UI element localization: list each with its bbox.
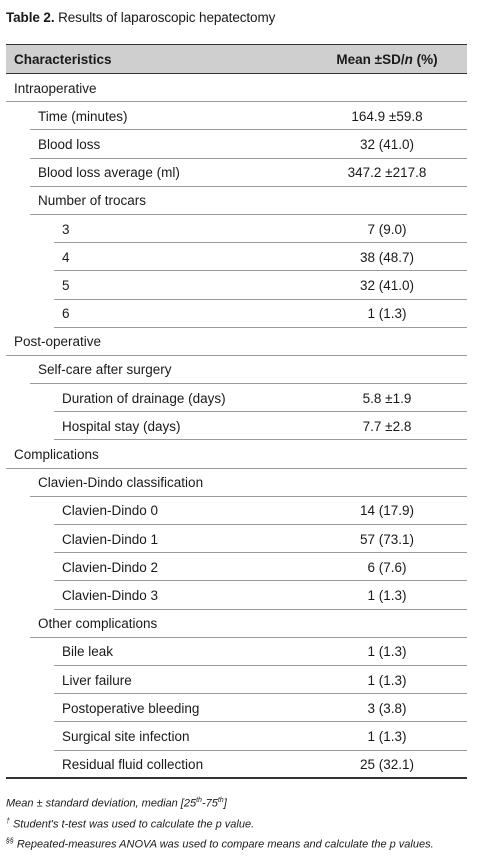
table-row <box>6 610 467 638</box>
row-label: Self-care after surgery <box>38 362 172 378</box>
row-value: 1 (1.3) <box>367 306 407 322</box>
row-label: Surgical site infection <box>62 728 190 744</box>
table-row <box>6 74 467 102</box>
row-label: Clavien-Dindo 1 <box>62 531 159 547</box>
row-label: Bile leak <box>62 644 114 660</box>
row-value: 347.2 ±217.8 <box>347 165 427 181</box>
footnotes <box>6 792 476 854</box>
table-row <box>6 666 467 694</box>
caption-text: Results of laparoscopic hepatectomy <box>58 10 276 25</box>
header-mean-sd <box>307 52 467 67</box>
table-row <box>6 638 467 666</box>
header-characteristics: Characteristics <box>14 51 112 67</box>
table-row <box>6 722 467 750</box>
row-label: Blood loss <box>38 136 101 152</box>
row-value: 14 (17.9) <box>359 503 415 519</box>
header-n: n <box>404 51 413 67</box>
row-value: 7 (9.0) <box>367 221 407 237</box>
row-value: 164.9 ±59.8 <box>351 108 423 124</box>
table-row <box>6 553 467 581</box>
table-row <box>6 243 467 271</box>
table-row <box>6 356 467 384</box>
table-row <box>6 581 467 609</box>
row-label: Duration of drainage (days) <box>62 390 226 406</box>
row-label: Clavien-Dindo 3 <box>62 587 159 603</box>
row-label: Other complications <box>38 616 158 632</box>
header-mean-sd-pre: Mean ±SD/ <box>336 51 405 67</box>
row-label: Hospital stay (days) <box>62 418 181 434</box>
row-value: 1 (1.3) <box>367 644 407 660</box>
table-row <box>6 187 467 215</box>
footnote-anova <box>6 833 476 854</box>
row-label: Clavien-Dindo 2 <box>62 559 159 575</box>
table-row <box>6 300 467 328</box>
footnote-2-mark: † <box>6 817 10 825</box>
table-body <box>6 74 467 779</box>
footnote-mean-sd <box>6 792 476 813</box>
row-value: 6 (7.6) <box>367 559 407 575</box>
row-value: 1 (1.3) <box>367 728 407 744</box>
table-row <box>6 328 467 356</box>
footnote-ttest <box>6 813 476 834</box>
table-row <box>6 412 467 440</box>
row-label: Intraoperative <box>14 80 97 96</box>
row-value: 32 (41.0) <box>359 136 415 152</box>
row-value: 25 (32.1) <box>359 757 415 773</box>
table-row <box>6 751 467 779</box>
row-value: 32 (41.0) <box>359 277 415 293</box>
footnote-1-sup-b: th <box>217 797 224 804</box>
row-label: Liver failure <box>62 672 132 688</box>
row-label: 3 <box>62 221 70 237</box>
row-label: 5 <box>62 277 70 293</box>
row-label: Number of trocars <box>38 193 147 209</box>
row-label: Time (minutes) <box>38 108 128 124</box>
table-header <box>6 44 467 74</box>
row-label: 6 <box>62 306 70 322</box>
footnote-3-mark: §§ <box>6 838 14 846</box>
results-table <box>6 44 467 779</box>
table-row <box>6 384 467 412</box>
row-label: Blood loss average (ml) <box>38 165 180 181</box>
footnote-1-text: Mean ± standard deviation, median [25 <box>6 797 197 810</box>
row-value: 38 (48.7) <box>359 249 415 265</box>
row-value: 57 (73.1) <box>359 531 415 547</box>
header-percent: (%) <box>412 51 438 67</box>
row-label: Clavien-Dindo classification <box>38 475 204 491</box>
table-row <box>6 159 467 187</box>
table-row <box>6 469 467 497</box>
table-row <box>6 271 467 299</box>
table-row <box>6 440 467 468</box>
footnote-3-text: Repeated-measures ANOVA was used to compare means and calculate the p values. <box>13 838 434 851</box>
table-row <box>6 694 467 722</box>
row-value: 1 (1.3) <box>367 587 407 603</box>
row-value: 5.8 ±1.9 <box>362 390 412 406</box>
footnote-1-sup-a: th <box>196 797 202 804</box>
table-row <box>6 215 467 243</box>
row-value: 3 (3.8) <box>367 700 407 716</box>
footnote-1-mid: -75 <box>201 797 218 810</box>
row-value: 7.7 ±2.8 <box>362 418 412 434</box>
table-row <box>6 525 467 553</box>
footnote-1-end: ] <box>223 797 227 810</box>
caption-label: Table 2. <box>6 10 55 25</box>
table-row <box>6 102 467 130</box>
table-row <box>6 497 467 525</box>
footnote-2-text: Student's t-test was used to calculate the p value. <box>9 818 255 831</box>
table-row <box>6 130 467 158</box>
row-label: Postoperative bleeding <box>62 700 200 716</box>
row-label: Post-operative <box>14 334 102 350</box>
row-label: Clavien-Dindo 0 <box>62 503 159 519</box>
row-label: 4 <box>62 249 70 265</box>
row-value: 1 (1.3) <box>367 672 407 688</box>
row-label: Complications <box>14 447 99 463</box>
table-caption <box>6 10 275 25</box>
row-label: Residual fluid collection <box>62 757 204 773</box>
